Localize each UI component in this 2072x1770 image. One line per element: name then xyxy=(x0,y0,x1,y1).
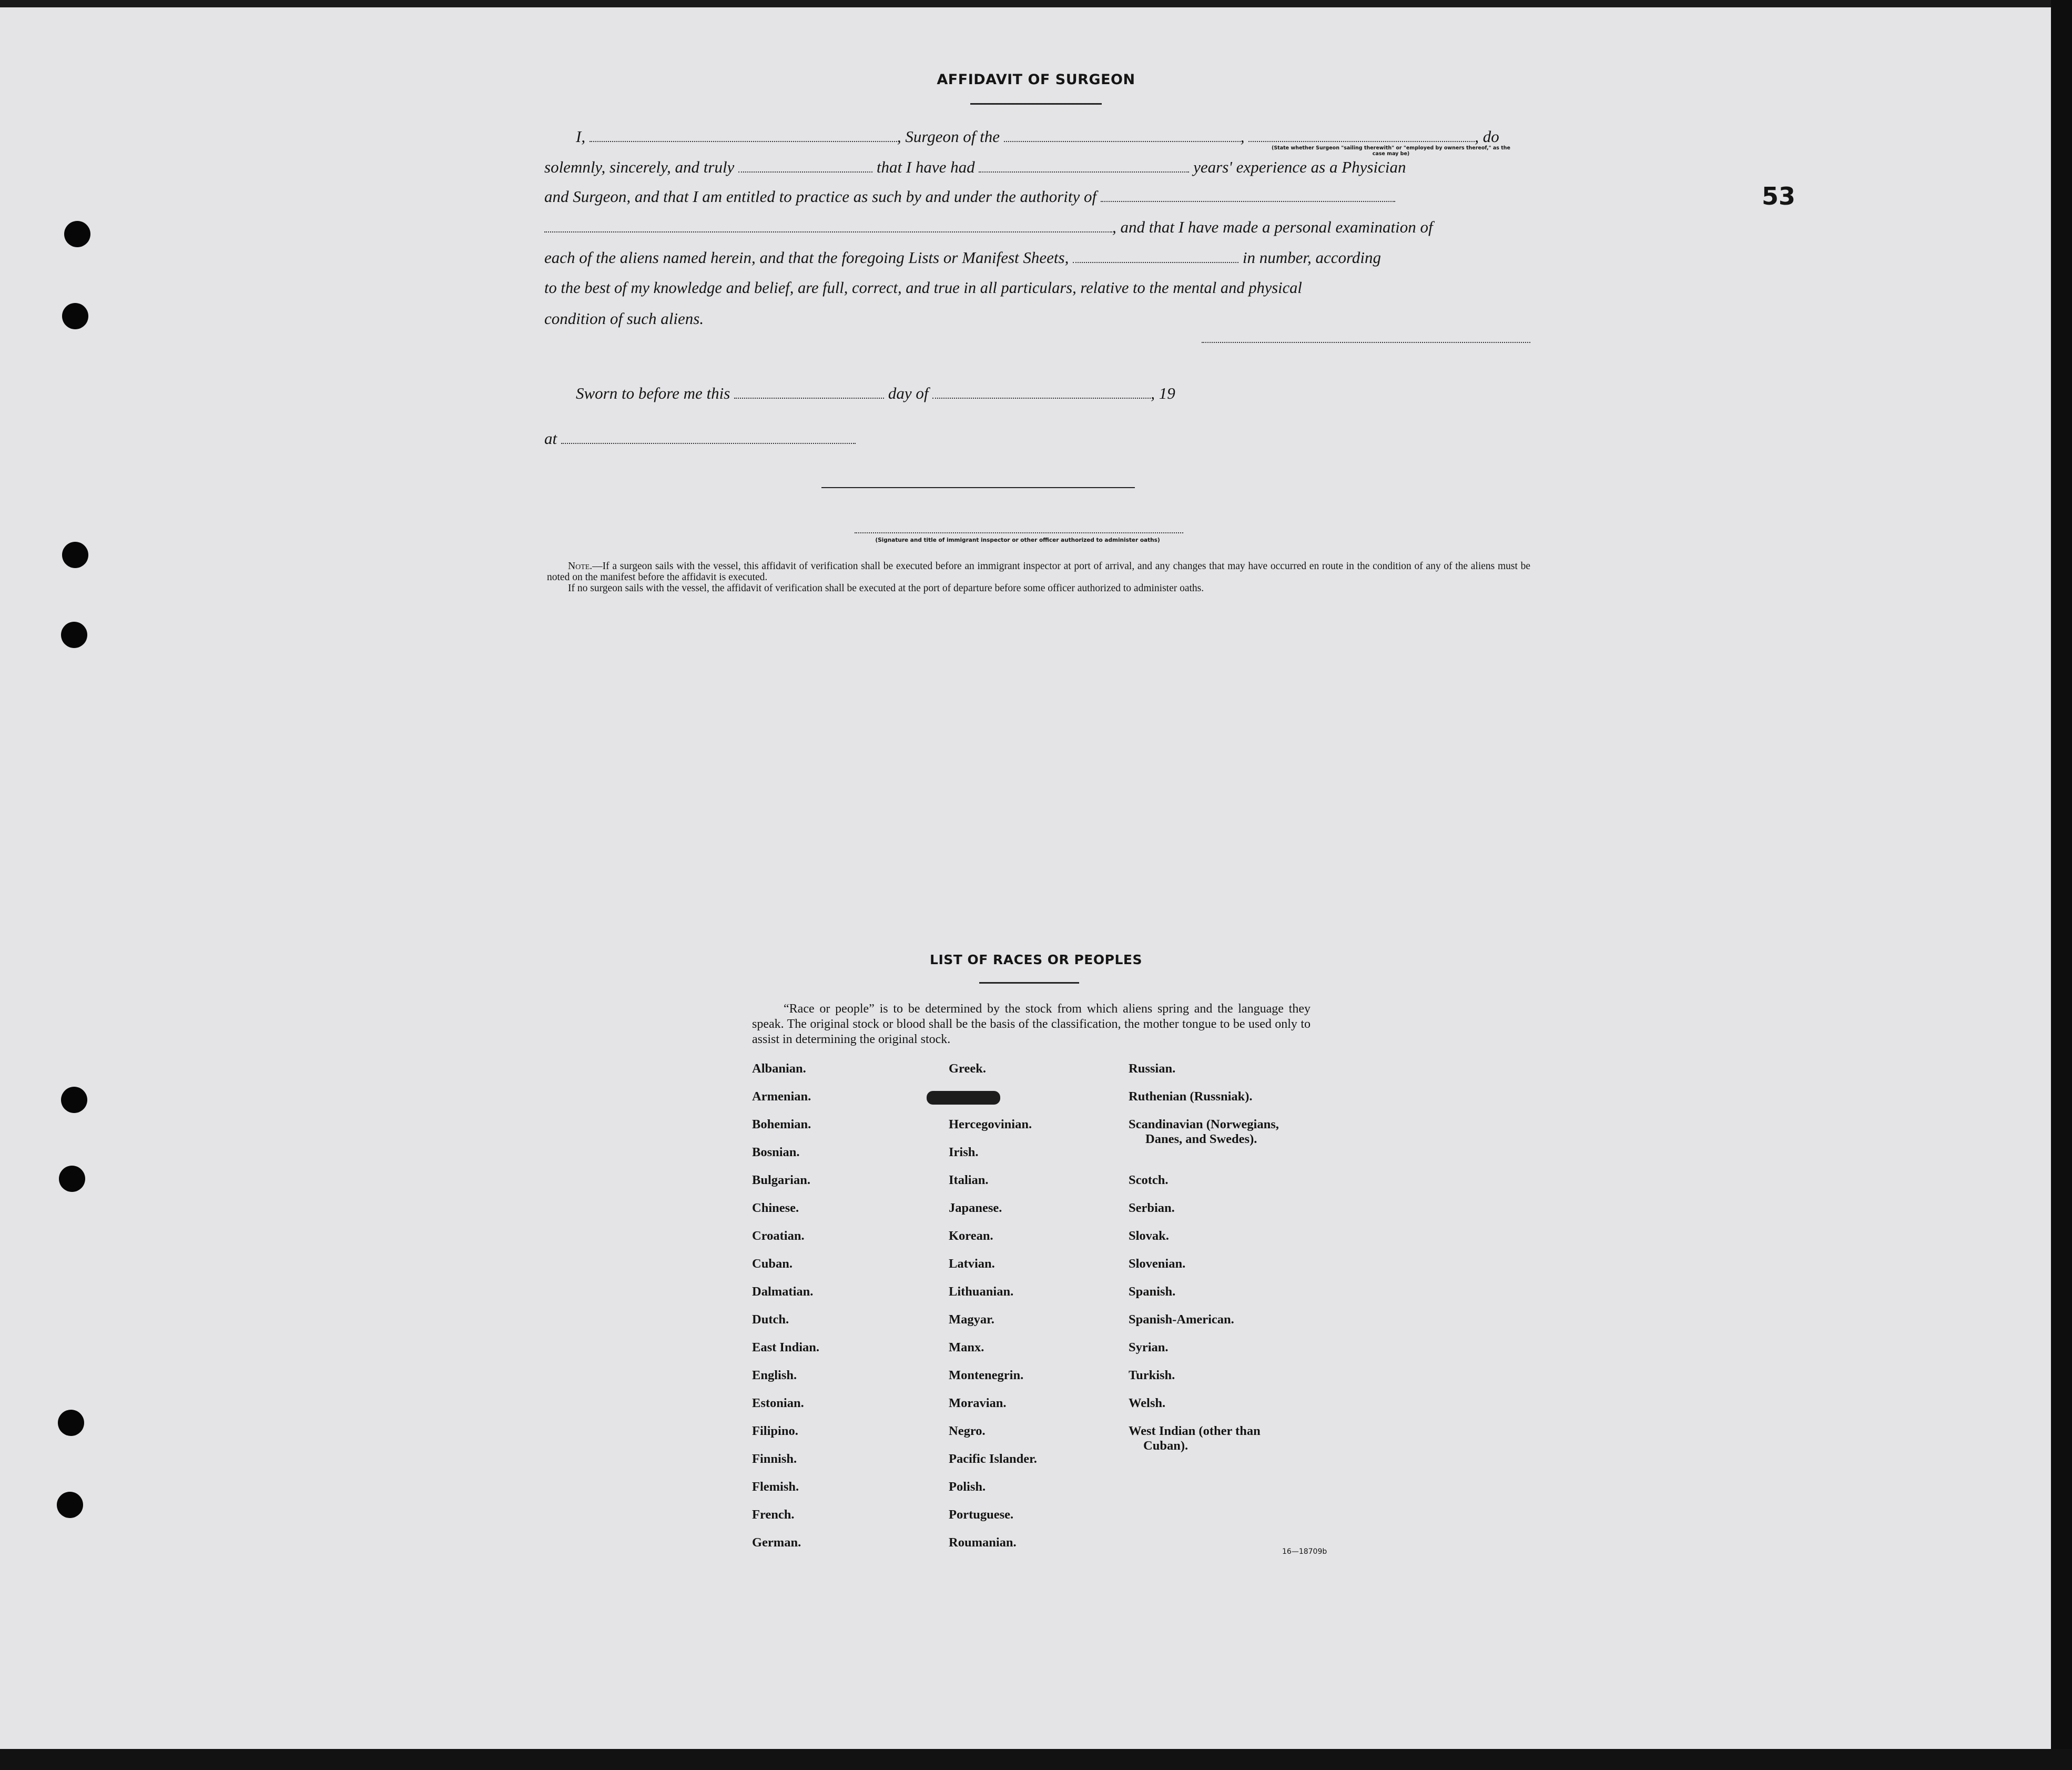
race-item: Roumanian. xyxy=(949,1535,1017,1550)
binder-hole xyxy=(64,221,90,247)
race-item: Bosnian. xyxy=(752,1145,800,1159)
officer-title-line xyxy=(855,532,1183,533)
affidavit-line-5: each of the aliens named herein, and that the foregoing Lists or Manifest Sheets, in number, according xyxy=(544,248,1382,267)
scan-edge-right xyxy=(2051,0,2072,1770)
binder-hole xyxy=(59,1166,85,1192)
surgeon-status-caption: (State whether Surgeon "sailing therewith" or "employed by owners thereof," as the case may be) xyxy=(1271,145,1510,157)
affidavit-line-4: , and that I have made a personal examination of xyxy=(544,218,1433,237)
race-item: Spanish. xyxy=(1129,1284,1176,1299)
note-label: Note. xyxy=(568,561,593,572)
affidavit-line-6: to the best of my knowledge and belief, are full, correct, and true in all particulars, relative to the mental and physical xyxy=(544,279,1302,297)
race-item: Dalmatian. xyxy=(752,1284,814,1299)
affidavit-line-7: condition of such aliens. xyxy=(544,309,704,328)
race-item: Welsh. xyxy=(1129,1396,1166,1410)
affidavit-line-2: solemnly, sincerely, and truly that I have had years' experience as a Physician xyxy=(544,158,1406,176)
race-item: Slovenian. xyxy=(1129,1257,1186,1271)
affidavit-title: AFFIDAVIT OF SURGEON xyxy=(937,72,1135,88)
authority-blank xyxy=(1101,190,1395,202)
race-item: Russian. xyxy=(1129,1061,1176,1076)
race-item: Armenian. xyxy=(752,1089,811,1104)
binder-hole xyxy=(62,542,88,568)
scan-edge-top xyxy=(0,0,2072,7)
race-item: Irish. xyxy=(949,1145,979,1159)
binder-hole xyxy=(62,303,88,329)
name-blank xyxy=(590,130,897,142)
race-item: Filipino. xyxy=(752,1424,798,1438)
race-item: Scandinavian (Norwegians, xyxy=(1129,1117,1279,1131)
affidavit-line-3: and Surgeon, and that I am entitled to practice as such by and under the authority of xyxy=(544,187,1395,206)
day-blank xyxy=(734,387,884,399)
officer-caption: (Signature and title of immigrant inspector or other officer authorized to administer oaths) xyxy=(875,537,1160,543)
surgeon-signature-line xyxy=(1202,342,1530,343)
race-item-continuation: Cuban). xyxy=(1143,1439,1189,1453)
race-item: Spanish-American. xyxy=(1129,1312,1234,1327)
race-item: Dutch. xyxy=(752,1312,789,1327)
races-intro: “Race or people” is to be determined by the stock from which aliens spring and the language they speak. The original stock or blood shall be the basis of the classification, the mother tongue to be used only to assist in determining the original stock. xyxy=(752,1002,1311,1046)
race-item: Albanian. xyxy=(752,1061,806,1076)
race-item: Syrian. xyxy=(1129,1340,1169,1354)
race-item: Italian. xyxy=(949,1173,989,1187)
race-item: Slovak. xyxy=(1129,1229,1169,1243)
race-item: Lithuanian. xyxy=(949,1284,1014,1299)
note-text-1: —If a surgeon sails with the vessel, this affidavit of verification shall be executed before an immigrant inspector at port of arrival, and any changes that may have occurred en route in the condition of any of the aliens must be noted on the manifest before the affidavit is executed. xyxy=(547,561,1530,583)
race-item: Negro. xyxy=(949,1424,986,1438)
race-item: Korean. xyxy=(949,1229,993,1243)
binder-hole xyxy=(61,1087,87,1113)
race-item: Scotch. xyxy=(1129,1173,1169,1187)
race-item: Chinese. xyxy=(752,1201,799,1215)
race-item: Manx. xyxy=(949,1340,984,1354)
races-title-underline xyxy=(979,982,1079,984)
race-item: Pacific Islander. xyxy=(949,1452,1037,1466)
status-blank xyxy=(1248,130,1475,142)
binder-hole xyxy=(58,1410,84,1436)
race-item: Turkish. xyxy=(1129,1368,1175,1382)
race-item: Magyar. xyxy=(949,1312,994,1327)
note-text-2: If no surgeon sails with the vessel, the affidavit of verification shall be executed at the port of departure before some officer authorized to administer oaths. xyxy=(568,583,1204,594)
years-blank xyxy=(979,161,1189,173)
vessel-blank xyxy=(1004,130,1241,142)
race-item: German. xyxy=(752,1535,801,1550)
title-underline xyxy=(970,103,1102,105)
binder-hole xyxy=(57,1492,83,1518)
race-item: Bohemian. xyxy=(752,1117,811,1131)
race-item: Hercegovinian. xyxy=(949,1117,1032,1131)
race-item: Ruthenian (Russniak). xyxy=(1129,1089,1253,1104)
race-item: Serbian. xyxy=(1129,1201,1175,1215)
scan-edge-bottom xyxy=(0,1749,2072,1770)
place-blank xyxy=(561,432,856,444)
redaction-blot xyxy=(927,1091,1000,1105)
affidavit-note xyxy=(547,561,1530,594)
race-item: Latvian. xyxy=(949,1257,995,1271)
oath-blank xyxy=(738,161,872,173)
officer-signature-line xyxy=(821,487,1135,488)
month-blank xyxy=(932,387,1151,399)
sheets-count-blank xyxy=(1073,251,1238,263)
races-title: LIST OF RACES OR PEOPLES xyxy=(930,952,1142,967)
race-item: Moravian. xyxy=(949,1396,1007,1410)
binder-hole xyxy=(61,622,87,648)
race-item: East Indian. xyxy=(752,1340,820,1354)
race-item: Portuguese. xyxy=(949,1508,1014,1522)
race-item: Flemish. xyxy=(752,1480,799,1494)
at-line: at xyxy=(544,429,856,448)
authority-blank-cont xyxy=(544,221,1112,232)
race-item: Finnish. xyxy=(752,1452,797,1466)
race-item: French. xyxy=(752,1508,795,1522)
sworn-line: Sworn to before me this day of , 19 xyxy=(576,384,1175,402)
race-item: Cuban. xyxy=(752,1257,793,1271)
race-item: Japanese. xyxy=(949,1201,1002,1215)
race-item: English. xyxy=(752,1368,797,1382)
race-item-continuation: Danes, and Swedes). xyxy=(1145,1132,1257,1146)
race-item: Polish. xyxy=(949,1480,986,1494)
affidavit-line-1: I, , Surgeon of the , , do xyxy=(576,127,1499,146)
race-item: West Indian (other than xyxy=(1129,1424,1261,1438)
page-number: 53 xyxy=(1762,182,1796,210)
form-code: 16—18709b xyxy=(1282,1548,1327,1556)
race-item: Bulgarian. xyxy=(752,1173,810,1187)
race-item: Montenegrin. xyxy=(949,1368,1024,1382)
race-item: Estonian. xyxy=(752,1396,804,1410)
race-item: Croatian. xyxy=(752,1229,805,1243)
race-item: Greek. xyxy=(949,1061,986,1076)
